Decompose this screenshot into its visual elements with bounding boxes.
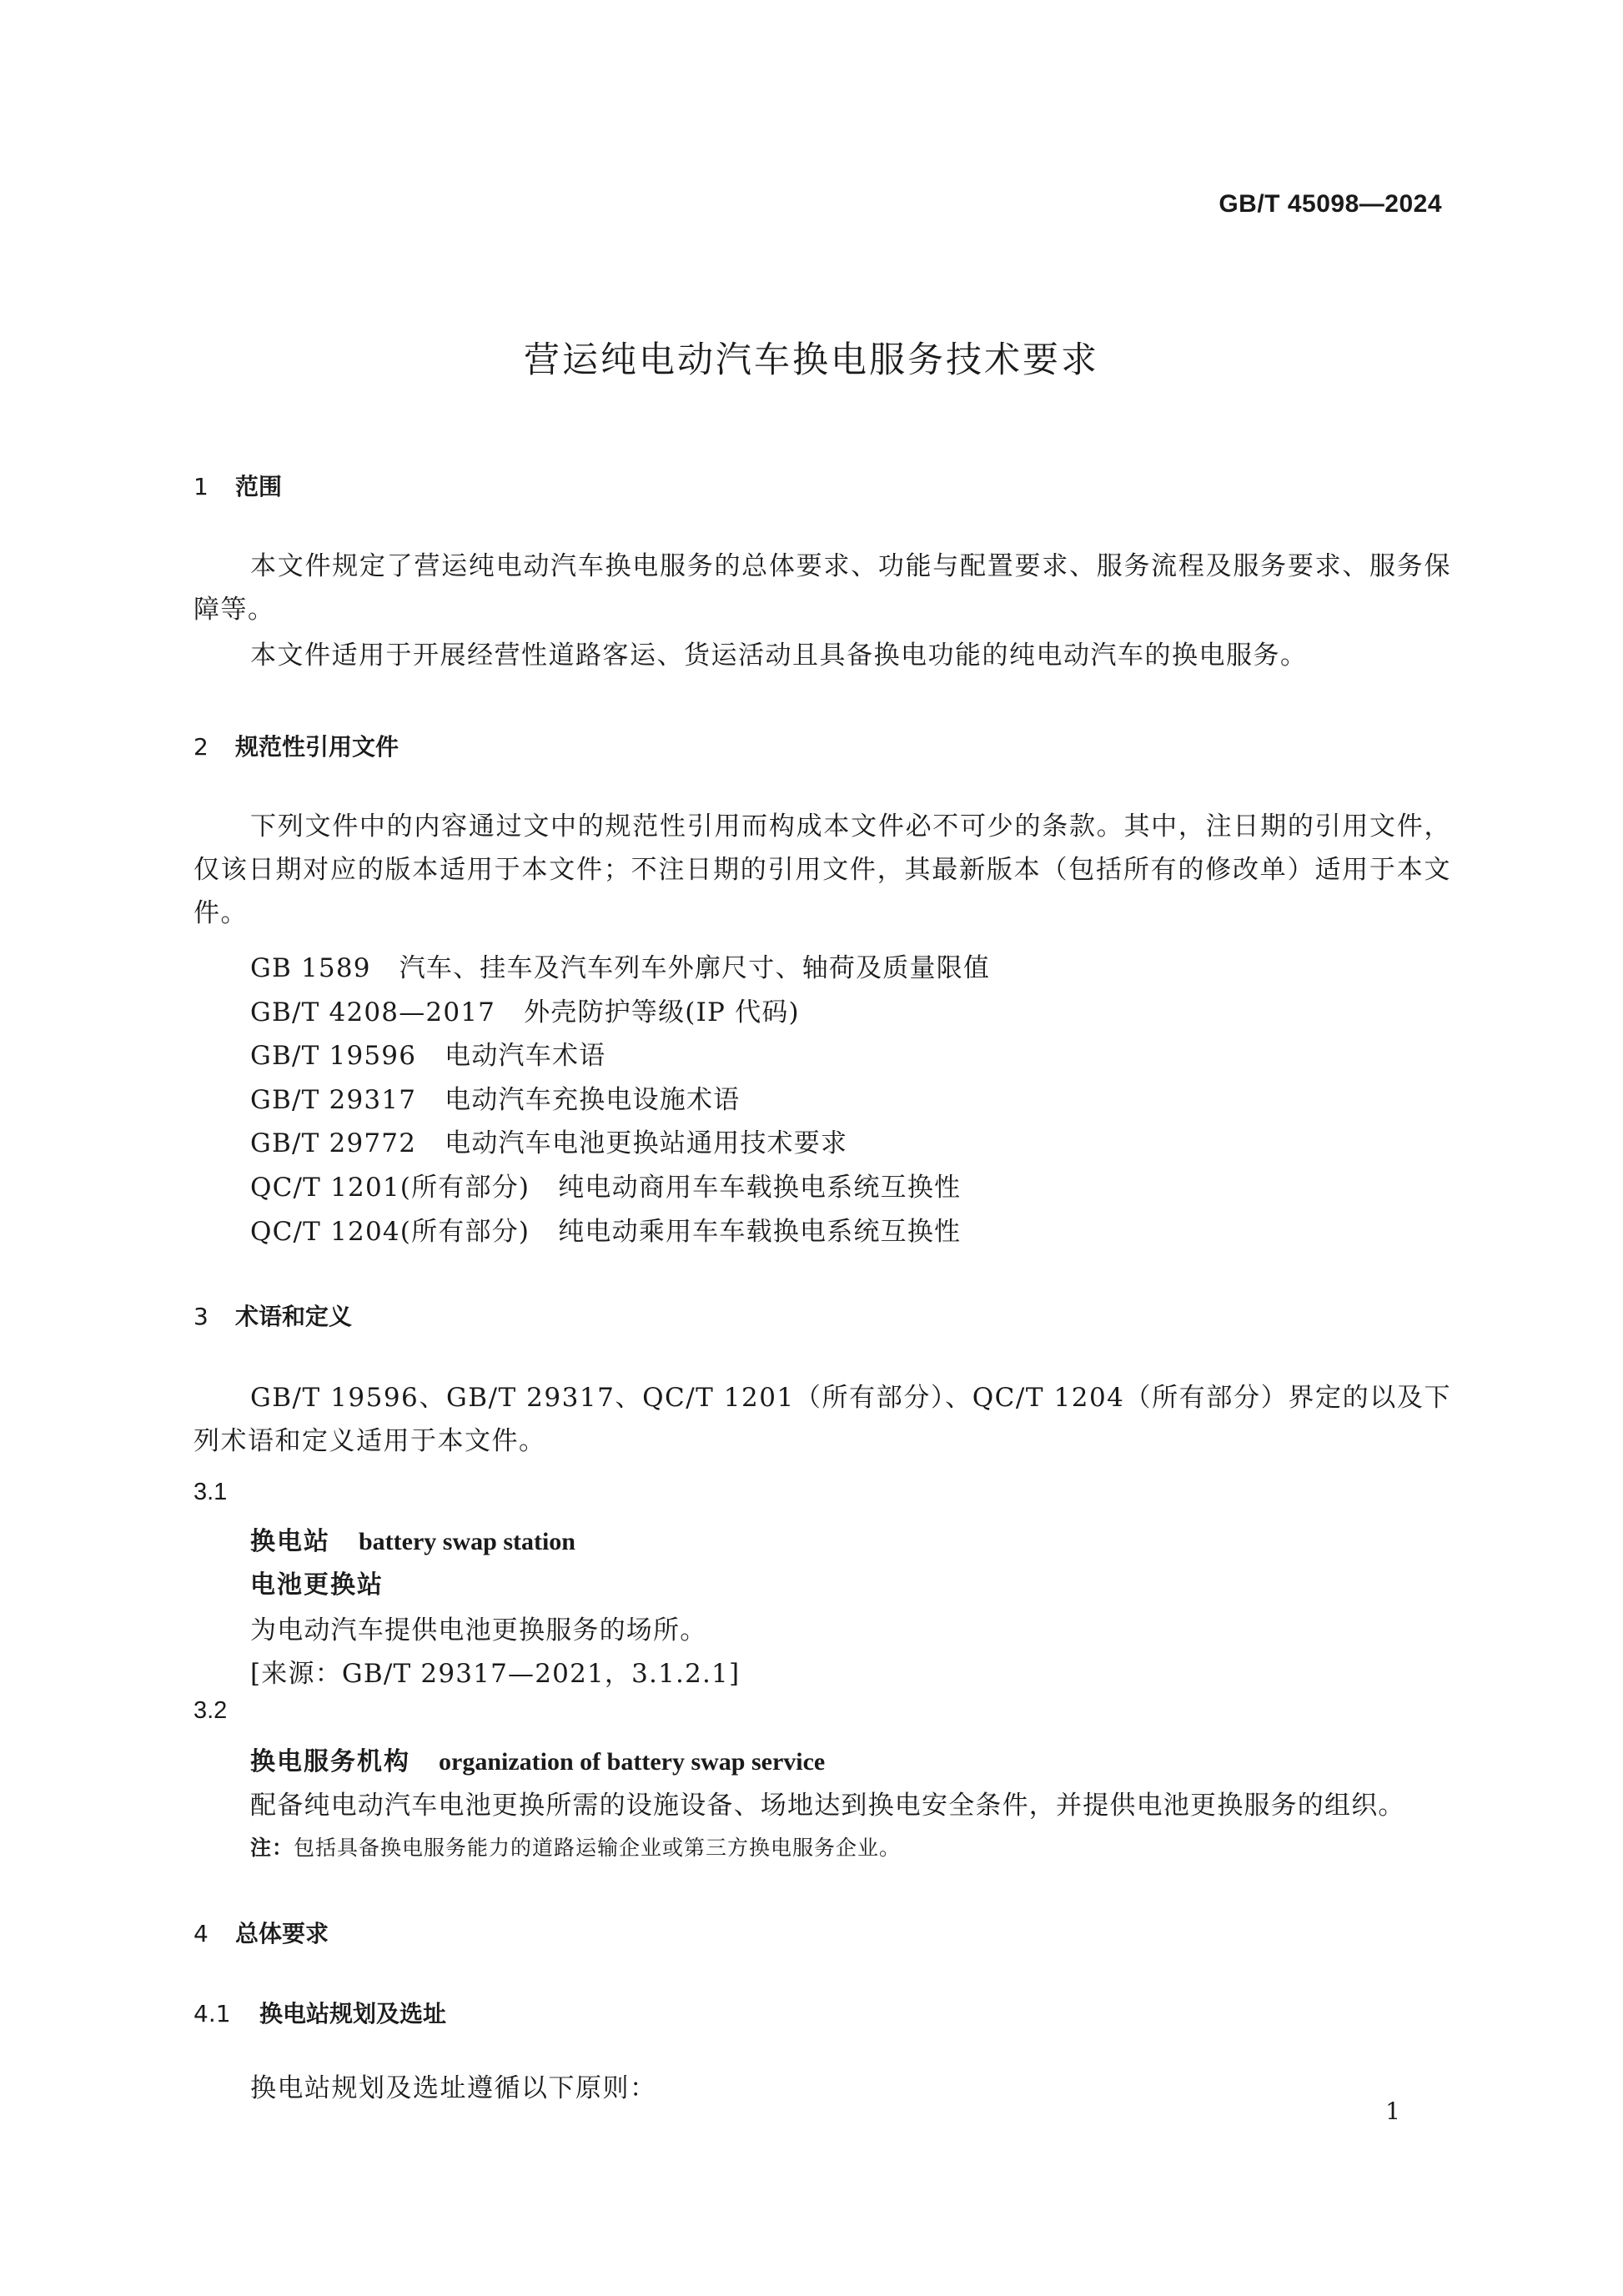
- term-number: 3.1: [193, 1479, 228, 1505]
- section-title: 范围: [235, 473, 283, 500]
- section-1-heading: [193, 469, 282, 502]
- section-1-paragraph-2: 本文件适用于开展经营性道路客运、货运活动且具备换电功能的纯电动汽车的换电服务。: [250, 641, 1308, 671]
- term-english: battery swap station: [359, 1528, 575, 1555]
- reference-code: QC/T 1201(所有部分): [250, 1173, 530, 1203]
- reference-code: GB 1589: [250, 953, 371, 983]
- reference-item: [250, 1078, 740, 1116]
- term-note: [250, 1831, 901, 1861]
- reference-item: [250, 1122, 847, 1159]
- section-2-intro: 下列文件中的内容通过文中的规范性引用而构成本文件必不可少的条款。其中，注日期的引用文件，仅该日期对应的版本适用于本文件；不注日期的引用文件，其最新版本（包括所有的修改单）适用于本文件。: [193, 811, 1451, 928]
- section-number: 2: [193, 733, 209, 761]
- reference-title: 电动汽车术语: [445, 1041, 606, 1071]
- section-1-paragraph-1: 本文件规定了营运纯电动汽车换电服务的总体要求、功能与配置要求、服务流程及服务要求、服务保障等。: [193, 551, 1451, 625]
- reference-code: GB/T 4208—2017: [250, 997, 496, 1027]
- subsection-4-1-heading: [193, 1996, 446, 2029]
- subsection-number: 4.1: [193, 2000, 231, 2027]
- subsection-4-1-paragraph: 换电站规划及选址遵循以下原则：: [250, 2073, 657, 2103]
- reference-item: [250, 991, 800, 1028]
- term-heading: [250, 1520, 575, 1557]
- section-title: 规范性引用文件: [235, 733, 399, 761]
- document-title: 营运纯电动汽车换电服务技术要求: [524, 339, 1099, 381]
- section-number: 3: [193, 1303, 209, 1330]
- reference-title: 电动汽车充换电设施术语: [445, 1085, 741, 1115]
- standard-code: GB/T 45098—2024: [1219, 190, 1442, 218]
- reference-item: [250, 1034, 605, 1072]
- term-definition: 配备纯电动汽车电池更换所需的设施设备、场地达到换电安全条件，并提供电池更换服务的组织。: [250, 1791, 1405, 1821]
- section-2-heading: [193, 729, 399, 762]
- section-number: 1: [193, 473, 209, 500]
- reference-title: 外壳防护等级(IP 代码): [524, 997, 800, 1027]
- note-label: 注：: [250, 1836, 294, 1860]
- term-heading: [250, 1741, 825, 1777]
- reference-title: 汽车、挂车及汽车列车外廓尺寸、轴荷及质量限值: [399, 953, 991, 983]
- reference-code: GB/T 19596: [250, 1041, 417, 1071]
- reference-title: 纯电动商用车车载换电系统互换性: [558, 1173, 962, 1203]
- reference-code: GB/T 29772: [250, 1128, 417, 1158]
- reference-item: [250, 1166, 961, 1203]
- section-title: 术语和定义: [235, 1303, 353, 1330]
- term-source: [来源：GB/T 29317—2021，3.1.2.1]: [250, 1659, 741, 1689]
- reference-code: GB/T 29317: [250, 1085, 417, 1115]
- reference-item: [250, 1210, 961, 1248]
- term-definition: 为电动汽车提供电池更换服务的场所。: [250, 1615, 707, 1645]
- section-title: 总体要求: [235, 1920, 329, 1947]
- section-3-intro: GB/T 19596、GB/T 29317、QC/T 1201（所有部分）、QC/T 1204（所有部分）界定的以及下列术语和定义适用于本文件。: [193, 1383, 1451, 1456]
- term-synonym: [250, 1564, 384, 1600]
- term-number: 3.2: [193, 1697, 228, 1724]
- term-alt-name: 电池更换站: [250, 1570, 384, 1600]
- note-text: 包括具备换电服务能力的道路运输企业或第三方换电服务企业。: [294, 1836, 902, 1860]
- reference-title: 纯电动乘用车车载换电系统互换性: [558, 1217, 962, 1247]
- term-chinese: 换电站: [250, 1527, 330, 1556]
- section-4-heading: [193, 1916, 329, 1949]
- reference-code: QC/T 1204(所有部分): [250, 1217, 530, 1247]
- page-number: 1: [1385, 2098, 1400, 2125]
- section-number: 4: [193, 1920, 209, 1947]
- subsection-title: 换电站规划及选址: [259, 2000, 447, 2027]
- term-chinese: 换电服务机构: [250, 1747, 410, 1776]
- reference-item: [250, 947, 990, 984]
- reference-title: 电动汽车电池更换站通用技术要求: [445, 1128, 848, 1158]
- term-english: organization of battery swap service: [439, 1748, 826, 1776]
- section-3-heading: [193, 1299, 352, 1332]
